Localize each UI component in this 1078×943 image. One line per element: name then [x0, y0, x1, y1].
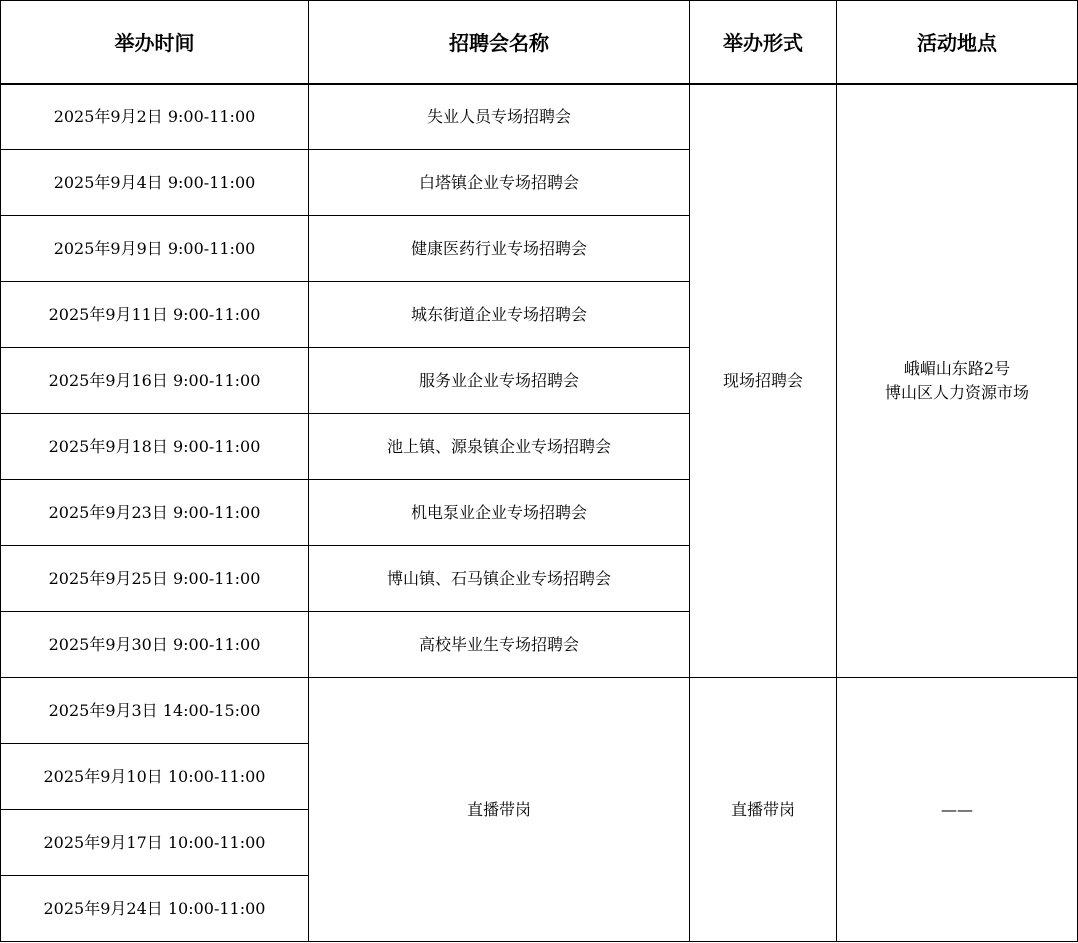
- fair-name-cell: 博山镇、石马镇企业专场招聘会: [309, 546, 690, 612]
- fair-name-cell: 机电泵业企业专场招聘会: [309, 480, 690, 546]
- time-cell: 2025年9月11日 9:00-11:00: [1, 282, 309, 348]
- fair-name-cell-live: 直播带岗: [309, 678, 690, 942]
- header-fair-name: 招聘会名称: [309, 1, 690, 84]
- fair-name-cell: 城东街道企业专场招聘会: [309, 282, 690, 348]
- time-cell: 2025年9月10日 10:00-11:00: [1, 744, 309, 810]
- table-body: [1, 84, 1078, 942]
- time-cell: 2025年9月25日 9:00-11:00: [1, 546, 309, 612]
- format-cell-live: 直播带岗: [690, 678, 837, 942]
- time-cell: 2025年9月3日 14:00-15:00: [1, 678, 309, 744]
- time-cell: 2025年9月18日 9:00-11:00: [1, 414, 309, 480]
- fair-name-cell: 白塔镇企业专场招聘会: [309, 150, 690, 216]
- table-row: [1, 678, 1078, 744]
- table-header: [1, 1, 1078, 84]
- time-cell: 2025年9月4日 9:00-11:00: [1, 150, 309, 216]
- location-cell-onsite: [837, 84, 1078, 678]
- location-cell-live: ——: [837, 678, 1078, 942]
- header-time: 举办时间: [1, 1, 309, 84]
- location-line-venue: 博山区人力资源市场: [884, 382, 1029, 402]
- fair-name-cell: 失业人员专场招聘会: [309, 84, 690, 150]
- time-cell: 2025年9月17日 10:00-11:00: [1, 810, 309, 876]
- format-cell-onsite: 现场招聘会: [690, 84, 837, 678]
- table-row: [1, 84, 1078, 150]
- header-row: [1, 1, 1078, 84]
- header-format: 举办形式: [690, 1, 837, 84]
- location-line-address: 峨嵋山东路2号: [903, 358, 1011, 378]
- time-cell: 2025年9月9日 9:00-11:00: [1, 216, 309, 282]
- time-cell: 2025年9月2日 9:00-11:00: [1, 84, 309, 150]
- fair-name-cell: 服务业企业专场招聘会: [309, 348, 690, 414]
- time-cell: 2025年9月24日 10:00-11:00: [1, 876, 309, 942]
- time-cell: 2025年9月30日 9:00-11:00: [1, 612, 309, 678]
- time-cell: 2025年9月23日 9:00-11:00: [1, 480, 309, 546]
- fair-name-cell: 高校毕业生专场招聘会: [309, 612, 690, 678]
- header-location: 活动地点: [837, 1, 1078, 84]
- fair-name-cell: 健康医药行业专场招聘会: [309, 216, 690, 282]
- fair-name-cell: 池上镇、源泉镇企业专场招聘会: [309, 414, 690, 480]
- time-cell: 2025年9月16日 9:00-11:00: [1, 348, 309, 414]
